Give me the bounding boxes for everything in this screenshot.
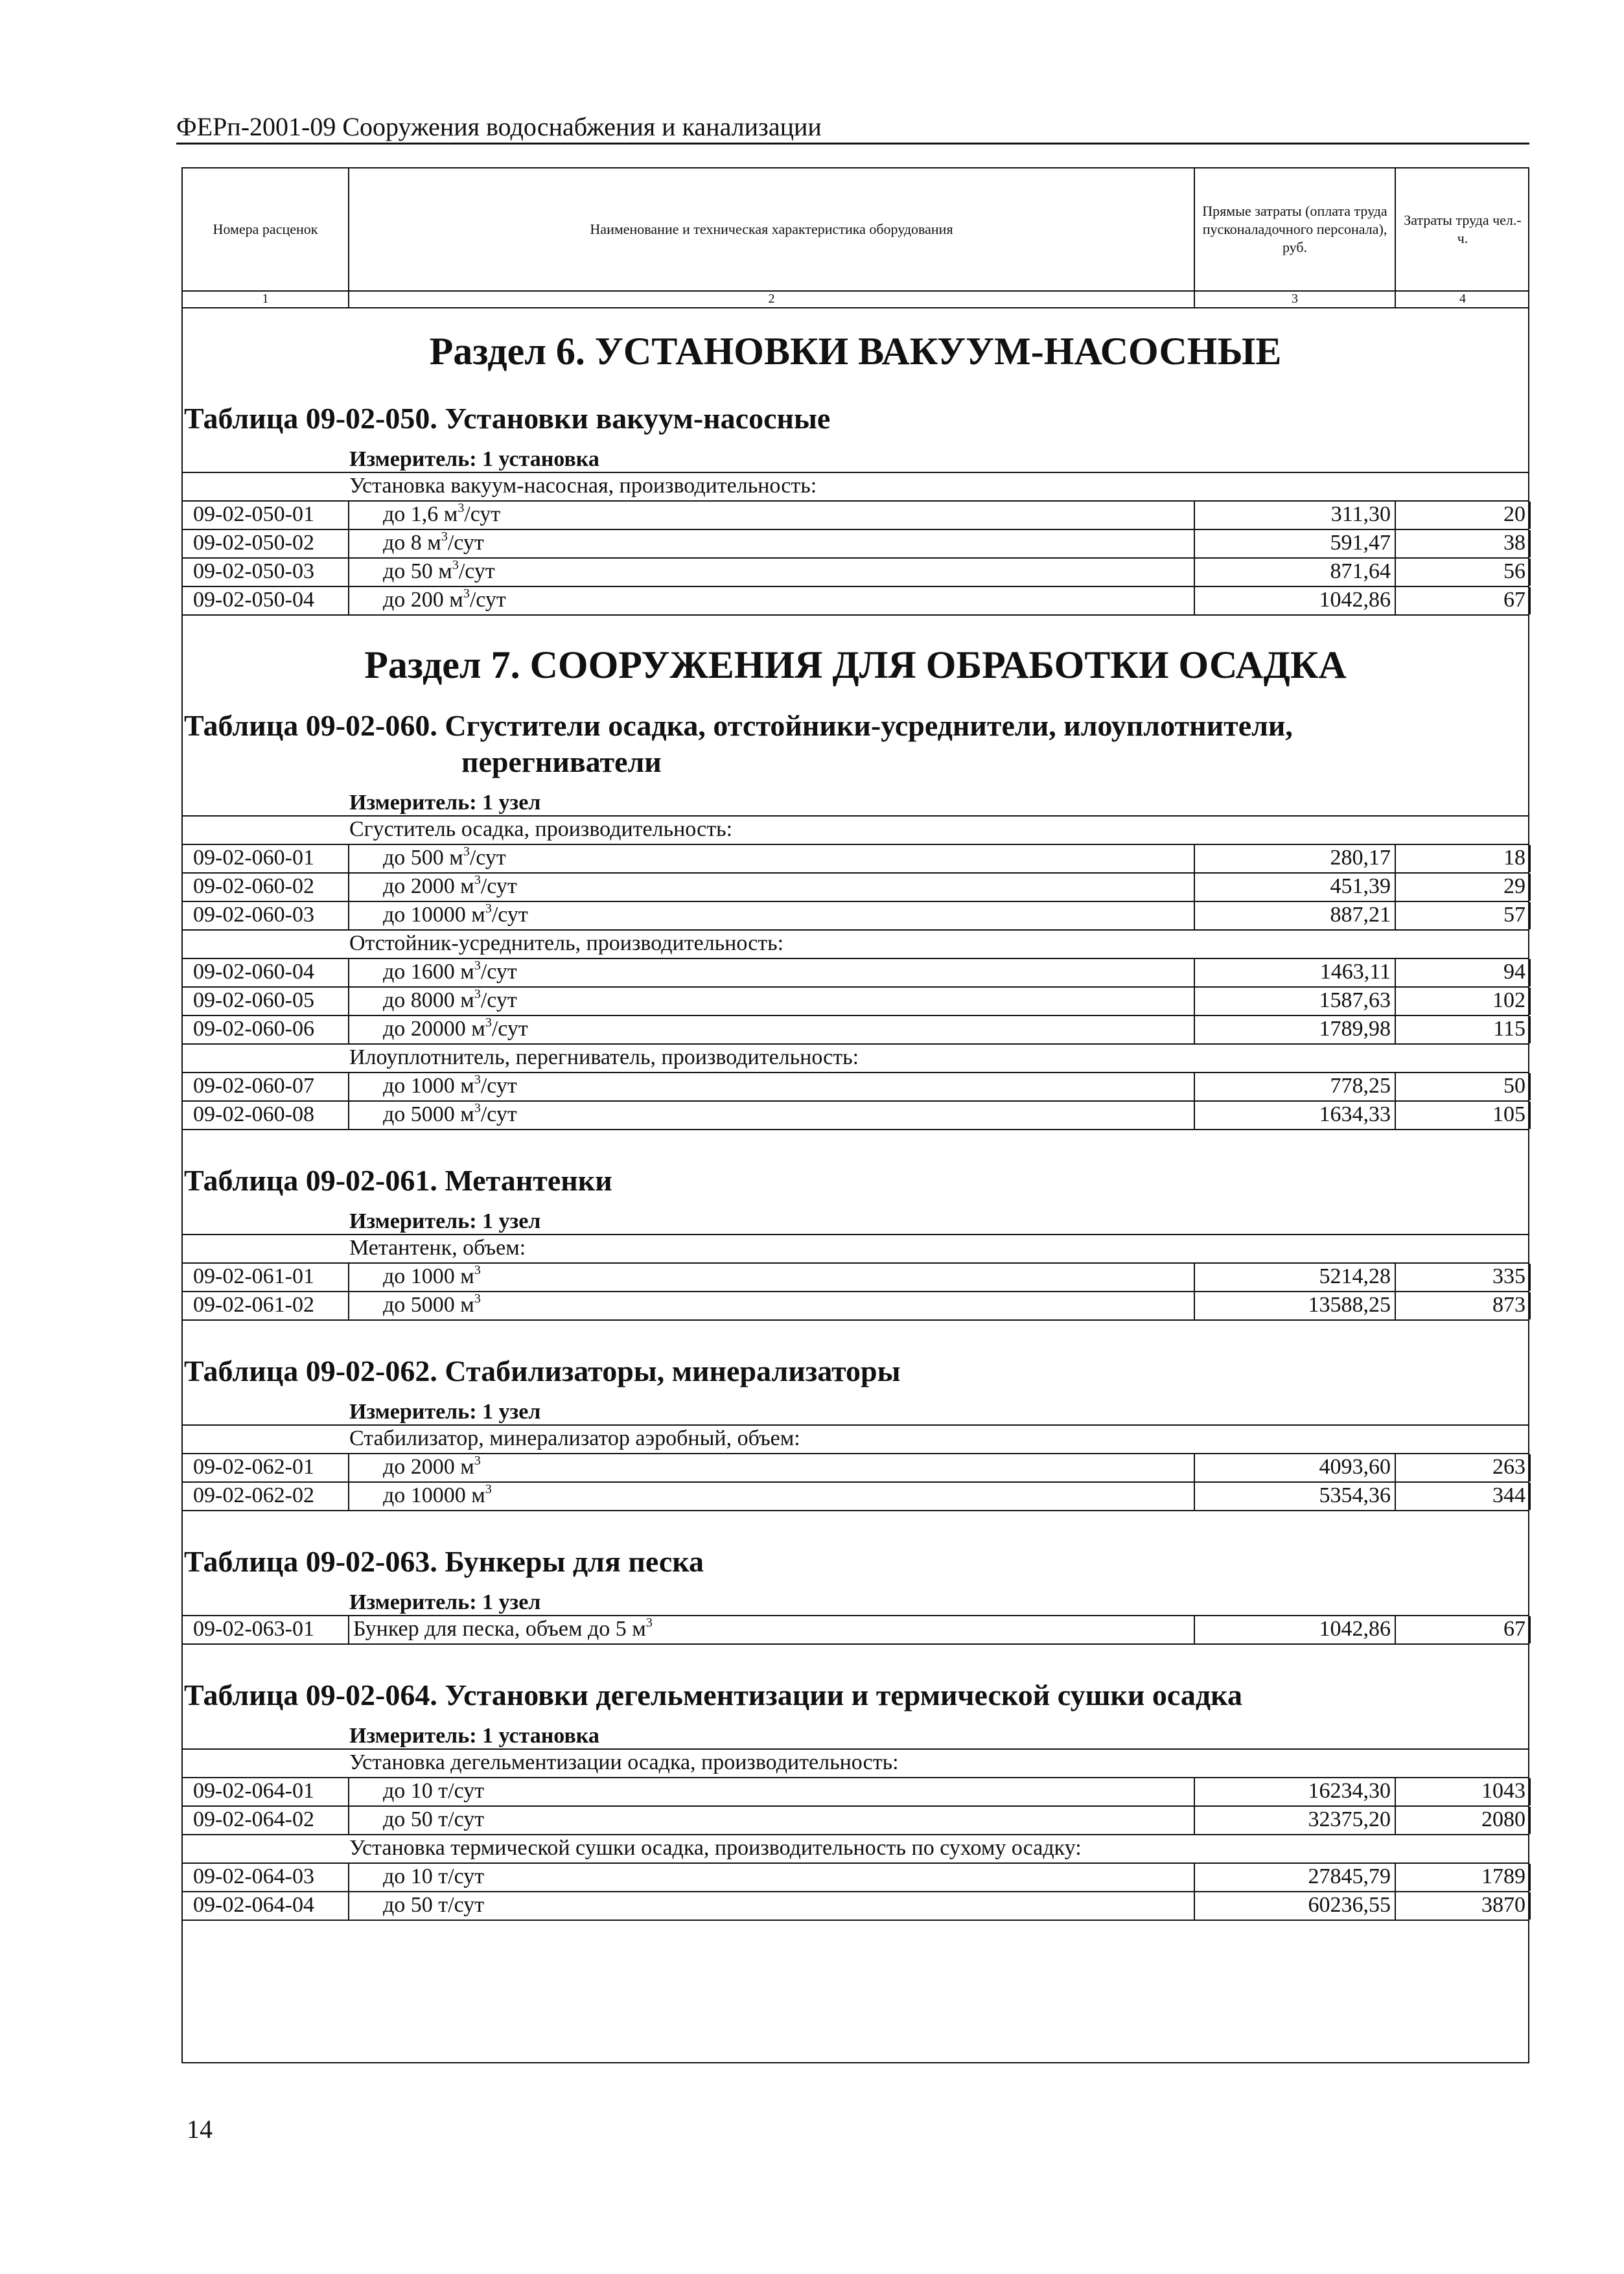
column-header-labor: Затраты труда чел.-ч. — [1404, 212, 1522, 246]
superscript: 3 — [474, 988, 481, 1001]
superscript: 3 — [474, 1454, 481, 1468]
rate-code: 09-02-060-02 — [183, 874, 349, 901]
table-row — [183, 502, 1529, 530]
column-headers — [183, 168, 1528, 292]
rate-code: 09-02-061-01 — [183, 1264, 349, 1291]
column-number: 4 — [1459, 292, 1466, 306]
labor-hours: 873 — [1396, 1292, 1531, 1319]
rate-group — [183, 1424, 1529, 1511]
table-title-text: Таблица 09-02-061. Метантенки — [184, 1164, 612, 1197]
rate-name — [349, 1807, 1195, 1834]
table-row — [183, 1807, 1529, 1835]
rate-name — [349, 530, 1195, 557]
labor-hours: 56 — [1396, 559, 1531, 586]
labor-hours: 50 — [1396, 1073, 1531, 1100]
table-row — [183, 1016, 1529, 1045]
rate-name-text: Бункер для песка, объем до 5 м — [353, 1617, 646, 1641]
rate-code: 09-02-060-04 — [183, 959, 349, 986]
column-header-code: Номера расценок — [183, 168, 349, 290]
rate-unit: /сут — [469, 588, 506, 612]
table-row — [183, 959, 1529, 988]
direct-cost: 280,17 — [1195, 845, 1396, 872]
table-row — [183, 1778, 1529, 1807]
direct-cost: 5354,36 — [1195, 1483, 1396, 1510]
rate-name-text: до 5000 м — [383, 1293, 474, 1317]
measure-unit: Измеритель: 1 установка — [349, 447, 599, 471]
rate-unit: /сут — [464, 502, 501, 526]
rate-name — [349, 1454, 1195, 1481]
labor-hours: 344 — [1396, 1483, 1531, 1510]
group-heading: Сгуститель осадка, производительность: — [183, 817, 1529, 845]
rate-name-text: до 8000 м — [383, 988, 474, 1012]
table-title-text: Таблица 09-02-062. Стабилизаторы, минерализаторы — [184, 1354, 901, 1387]
page-number: 14 — [187, 2115, 213, 2144]
rate-unit: /сут — [480, 960, 517, 984]
rate-name — [349, 1778, 1195, 1805]
table-row — [183, 1616, 1529, 1645]
table-title-text: Таблица 09-02-060. Сгустители осадка, отстойники-усреднители, илоуплотнители, — [184, 709, 1293, 742]
labor-hours: 263 — [1396, 1454, 1531, 1481]
rate-name-text: до 10000 м — [383, 903, 485, 927]
table-row — [183, 1454, 1529, 1483]
table-row — [183, 902, 1529, 931]
rate-code: 09-02-050-03 — [183, 559, 349, 586]
table-title-text: Таблица 09-02-064. Установки дегельментизации и термической сушки осадка — [184, 1678, 1242, 1711]
rate-name-text: до 50 т/сут — [383, 1807, 485, 1831]
direct-cost: 16234,30 — [1195, 1778, 1396, 1805]
labor-hours: 29 — [1396, 874, 1531, 901]
direct-cost: 451,39 — [1195, 874, 1396, 901]
group-heading: Метантенк, объем: — [183, 1235, 1529, 1264]
rate-name — [349, 845, 1195, 872]
table-row — [183, 1264, 1529, 1292]
rate-name-text: до 8 м — [383, 531, 441, 555]
labor-hours: 38 — [1396, 530, 1531, 557]
table-row — [183, 559, 1529, 587]
rate-name-text: до 5000 м — [383, 1102, 474, 1126]
column-number: 1 — [183, 292, 349, 307]
superscript: 3 — [441, 530, 448, 544]
page-header: ФЕРп-2001-09 Сооружения водоснабжения и канализации — [176, 112, 822, 141]
superscript: 3 — [474, 959, 481, 973]
rate-unit: /сут — [458, 559, 495, 583]
labor-hours: 57 — [1396, 902, 1531, 929]
labor-hours: 67 — [1396, 587, 1531, 614]
rate-group — [183, 815, 1529, 1130]
group-heading: Установка вакуум-насосная, производительность: — [183, 473, 1529, 502]
rate-code: 09-02-050-02 — [183, 530, 349, 557]
rate-code: 09-02-050-01 — [183, 502, 349, 529]
rate-code: 09-02-064-03 — [183, 1864, 349, 1891]
rate-name-text: до 20000 м — [383, 1017, 485, 1041]
labor-hours: 2080 — [1396, 1807, 1531, 1834]
header-rule — [176, 143, 1529, 145]
direct-cost: 13588,25 — [1195, 1292, 1396, 1319]
table-title-text: Таблица 09-02-050. Установки вакуум-насосные — [184, 402, 831, 435]
superscript: 3 — [485, 1016, 492, 1030]
direct-cost: 311,30 — [1195, 502, 1396, 529]
rate-code: 09-02-061-02 — [183, 1292, 349, 1319]
rate-name — [349, 1264, 1195, 1291]
rate-code: 09-02-064-04 — [183, 1892, 349, 1920]
labor-hours: 1043 — [1396, 1778, 1531, 1805]
superscript: 3 — [463, 587, 470, 601]
rate-name-text: до 50 м — [383, 559, 452, 583]
superscript: 3 — [463, 845, 470, 859]
table-row — [183, 1864, 1529, 1892]
direct-cost: 1789,98 — [1195, 1016, 1396, 1043]
rate-name — [349, 1016, 1195, 1043]
labor-hours: 3870 — [1396, 1892, 1531, 1920]
rate-name-text: до 2000 м — [383, 1455, 474, 1479]
measure-unit: Измеритель: 1 узел — [349, 791, 541, 815]
superscript: 3 — [485, 902, 492, 916]
rate-name — [349, 559, 1195, 586]
rate-table — [181, 167, 1529, 2063]
table-title-text: Таблица 09-02-063. Бункеры для песка — [184, 1545, 704, 1578]
labor-hours: 18 — [1396, 845, 1531, 872]
direct-cost: 778,25 — [1195, 1073, 1396, 1100]
rate-name-text: до 2000 м — [383, 874, 474, 898]
direct-cost: 60236,55 — [1195, 1892, 1396, 1920]
rate-unit: /сут — [447, 531, 484, 555]
table-title — [183, 1677, 1528, 1713]
direct-cost: 1042,86 — [1195, 587, 1396, 614]
rate-name-text: до 1000 м — [383, 1074, 474, 1098]
section-title: Раздел 7. СООРУЖЕНИЯ ДЛЯ ОБРАБОТКИ ОСАДКА — [364, 644, 1347, 686]
rate-group — [183, 472, 1529, 616]
rate-unit: /сут — [491, 903, 528, 927]
direct-cost: 1463,11 — [1195, 959, 1396, 986]
rate-name — [349, 587, 1195, 614]
direct-cost: 4093,60 — [1195, 1454, 1396, 1481]
table-row — [183, 1073, 1529, 1102]
column-numbers — [183, 292, 1528, 308]
rate-name — [349, 1483, 1195, 1510]
direct-cost: 5214,28 — [1195, 1264, 1396, 1291]
labor-hours: 67 — [1396, 1616, 1531, 1643]
superscript: 3 — [474, 1292, 481, 1306]
superscript: 3 — [474, 1102, 481, 1115]
table-title — [183, 1163, 1528, 1199]
superscript: 3 — [645, 1616, 653, 1630]
direct-cost: 32375,20 — [1195, 1807, 1396, 1834]
column-header-name: Наименование и техническая характеристика оборудования — [349, 168, 1195, 290]
rate-unit: /сут — [491, 1017, 528, 1041]
rate-code: 09-02-062-01 — [183, 1454, 349, 1481]
labor-hours: 20 — [1396, 502, 1531, 529]
superscript: 3 — [474, 1264, 481, 1277]
rate-name — [349, 502, 1195, 529]
rate-name-text: до 10 т/сут — [383, 1864, 485, 1888]
rate-code: 09-02-060-05 — [183, 988, 349, 1015]
rate-name — [349, 959, 1195, 986]
table-row — [183, 845, 1529, 874]
rate-code: 09-02-060-08 — [183, 1102, 349, 1129]
rate-name-text: до 1600 м — [383, 960, 474, 984]
rate-name-text: до 50 т/сут — [383, 1893, 485, 1917]
direct-cost: 887,21 — [1195, 902, 1396, 929]
rate-unit: /сут — [469, 846, 506, 870]
rate-group — [183, 1748, 1529, 1921]
rate-code: 09-02-060-06 — [183, 1016, 349, 1043]
rate-name — [349, 874, 1195, 901]
rate-code: 09-02-064-02 — [183, 1807, 349, 1834]
group-heading: Илоуплотнитель, перегниватель, производительность: — [183, 1045, 1529, 1073]
rate-unit: /сут — [480, 1074, 517, 1098]
measure-unit: Измеритель: 1 узел — [349, 1209, 541, 1233]
group-heading: Установка термической сушки осадка, производительность по сухому осадку: — [183, 1835, 1529, 1864]
table-title — [183, 1353, 1528, 1389]
measure-unit: Измеритель: 1 узел — [349, 1400, 541, 1424]
rate-name — [349, 988, 1195, 1015]
superscript: 3 — [474, 1073, 481, 1087]
direct-cost: 1587,63 — [1195, 988, 1396, 1015]
rate-name — [349, 1073, 1195, 1100]
rate-unit: /сут — [480, 1102, 517, 1126]
table-row — [183, 988, 1529, 1016]
rate-code: 09-02-062-02 — [183, 1483, 349, 1510]
rate-code: 09-02-063-01 — [183, 1616, 349, 1643]
direct-cost: 1042,86 — [1195, 1616, 1396, 1643]
superscript: 3 — [474, 874, 481, 887]
table-row — [183, 1102, 1529, 1130]
rate-name-text: до 10 т/сут — [383, 1779, 485, 1803]
table-title-continuation: перегниватели — [461, 745, 662, 778]
rate-name-text: до 1,6 м — [383, 502, 458, 526]
rate-unit: /сут — [480, 988, 517, 1012]
labor-hours: 102 — [1396, 988, 1531, 1015]
direct-cost: 871,64 — [1195, 559, 1396, 586]
table-row — [183, 874, 1529, 902]
measure-unit: Измеритель: 1 установка — [349, 1724, 599, 1748]
labor-hours: 1789 — [1396, 1864, 1531, 1891]
group-heading: Стабилизатор, минерализатор аэробный, объем: — [183, 1426, 1529, 1454]
group-heading: Установка дегельментизации осадка, производительность: — [183, 1750, 1529, 1778]
column-number: 3 — [1195, 292, 1396, 307]
rate-group — [183, 1615, 1529, 1645]
superscript: 3 — [458, 502, 465, 515]
table-row — [183, 1483, 1529, 1511]
rate-name-text: до 1000 м — [383, 1264, 474, 1288]
direct-cost: 27845,79 — [1195, 1864, 1396, 1891]
rate-name-text: до 10000 м — [383, 1483, 485, 1507]
column-number: 2 — [349, 292, 1195, 307]
table-title — [183, 400, 1528, 437]
table-title — [183, 1544, 1528, 1580]
rate-name-text: до 500 м — [383, 846, 463, 870]
rate-code: 09-02-050-04 — [183, 587, 349, 614]
labor-hours: 115 — [1396, 1016, 1531, 1043]
rate-name — [349, 1864, 1195, 1891]
rate-name — [349, 902, 1195, 929]
rate-code: 09-02-060-07 — [183, 1073, 349, 1100]
table-row — [183, 530, 1529, 559]
table-row — [183, 1292, 1529, 1321]
table-title — [183, 708, 1528, 780]
table-body — [183, 328, 1528, 1921]
labor-hours: 105 — [1396, 1102, 1531, 1129]
rate-name — [349, 1102, 1195, 1129]
table-row — [183, 1892, 1529, 1921]
rate-name-text: до 200 м — [383, 588, 463, 612]
rate-group — [183, 1234, 1529, 1321]
rate-unit: /сут — [480, 874, 517, 898]
rate-code: 09-02-064-01 — [183, 1778, 349, 1805]
direct-cost: 1634,33 — [1195, 1102, 1396, 1129]
superscript: 3 — [485, 1483, 492, 1496]
measure-unit: Измеритель: 1 узел — [349, 1590, 541, 1614]
labor-hours: 335 — [1396, 1264, 1531, 1291]
rate-name — [349, 1892, 1195, 1920]
labor-hours: 94 — [1396, 959, 1531, 986]
rate-name — [349, 1616, 1195, 1643]
rate-code: 09-02-060-03 — [183, 902, 349, 929]
section-title: Раздел 6. УСТАНОВКИ ВАКУУМ-НАСОСНЫЕ — [429, 330, 1282, 373]
direct-cost: 591,47 — [1195, 530, 1396, 557]
rate-name — [349, 1292, 1195, 1319]
table-row — [183, 587, 1529, 616]
group-heading: Отстойник-усреднитель, производительность: — [183, 931, 1529, 959]
rate-code: 09-02-060-01 — [183, 845, 349, 872]
column-header-cost: Прямые затраты (оплата труда пусконаладочного персонала), руб. — [1195, 168, 1396, 290]
superscript: 3 — [452, 559, 459, 572]
